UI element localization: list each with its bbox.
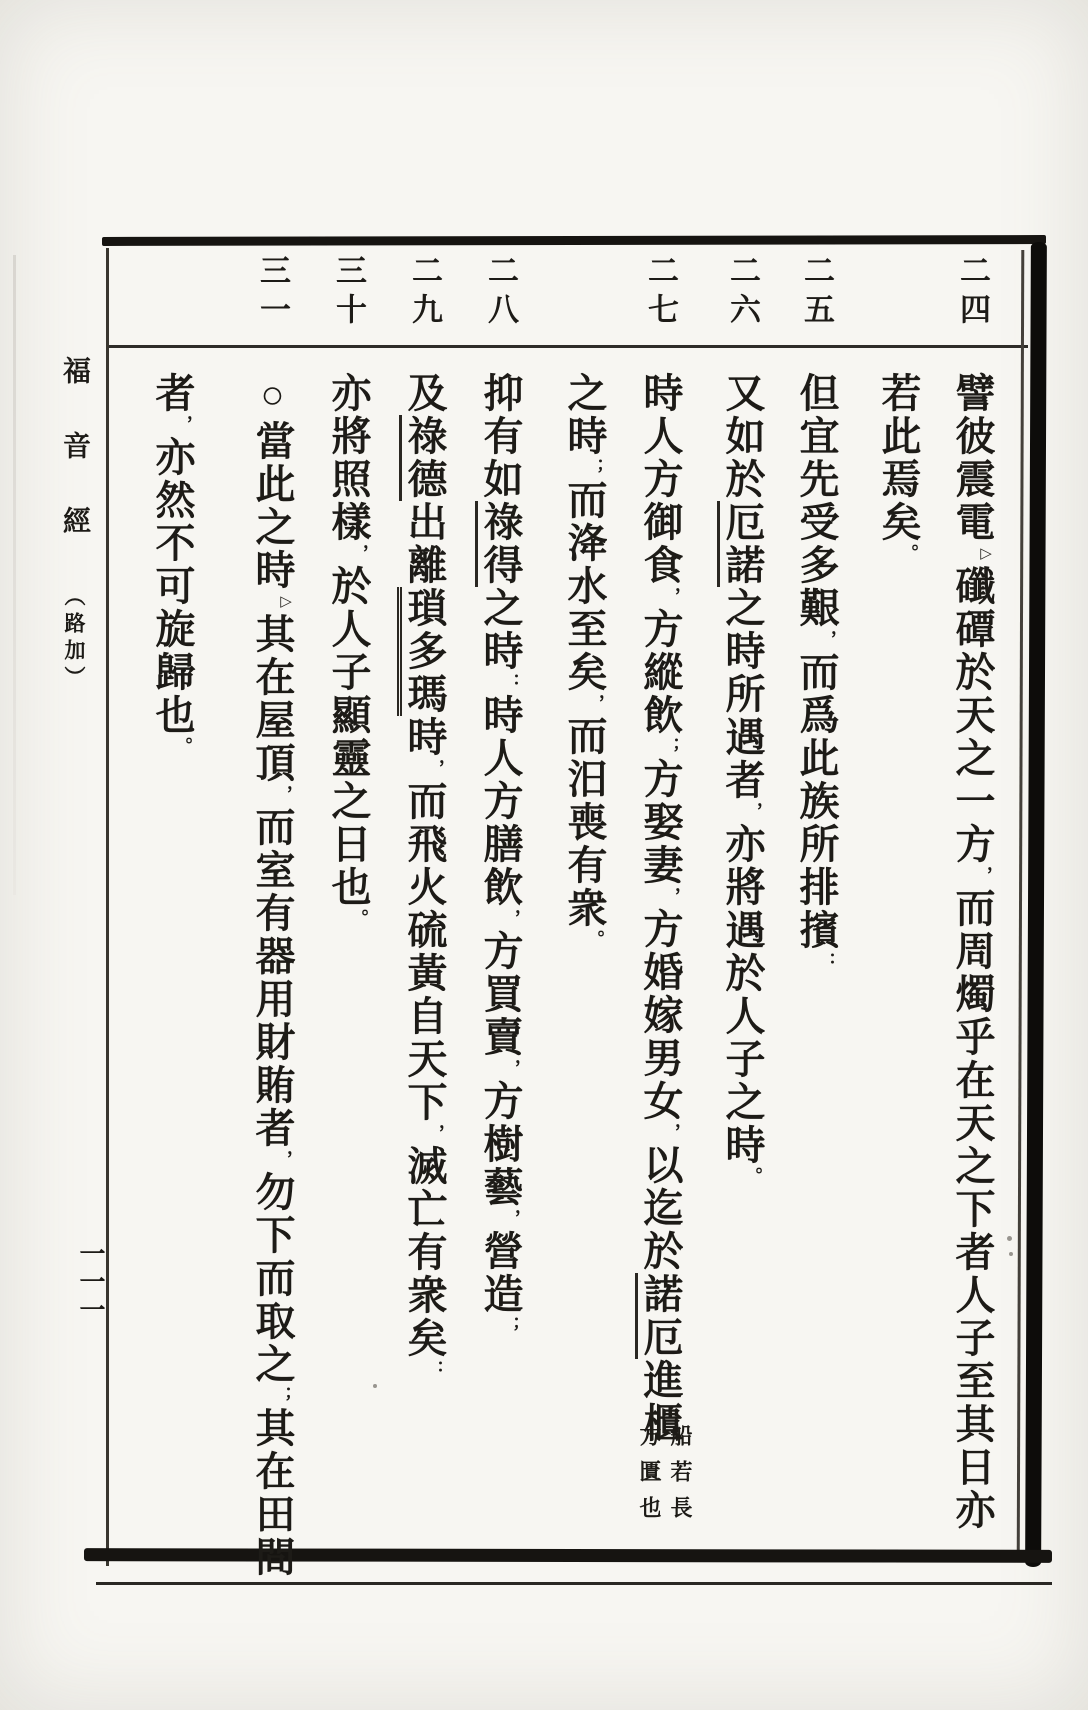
reference-mark-icon: ▷ [277, 592, 293, 613]
annotation-line: 方匱也 [637, 1424, 662, 1532]
punctuation: ： [425, 1360, 445, 1381]
punctuation: 。 [173, 737, 193, 758]
verse-text-column [316, 372, 380, 930]
text-run: 䃸磹於天之一方，而周燭乎在天之下者人子至其日亦 [950, 565, 995, 1532]
verse-text-column [866, 372, 930, 565]
annotation-line: 船若長 [668, 1424, 693, 1532]
verse-text-column [710, 372, 774, 1188]
verse-number: 三一 [255, 254, 290, 332]
punctuation: ， [661, 887, 681, 908]
punctuation: 。 [349, 909, 369, 930]
punctuation: ， [501, 909, 521, 930]
inline-annotation [630, 1424, 696, 1532]
text-run: 者，亦然不可旋歸也。 [150, 372, 195, 758]
punctuation: ， [349, 544, 369, 565]
punctuation: ， [173, 415, 193, 436]
person-name: 厄諾 [717, 501, 765, 587]
punctuation: ， [273, 785, 293, 806]
text-run: 抑有如 [478, 372, 523, 501]
punctuation: ， [661, 1123, 681, 1144]
book-title: 福音經 [59, 356, 90, 581]
right-inner-border-line [1017, 250, 1025, 1562]
text-run: 時人方御食，方縱飲；方娶妻，方婚嫁男女，以迄於 [638, 372, 683, 1273]
verse-number: 二八 [483, 254, 518, 332]
verse-number: 二九 [407, 254, 442, 332]
bottom-inner-border-line [96, 1582, 1052, 1585]
text-run: ○當此之時 [250, 372, 295, 592]
page-number: 一一一 [76, 1240, 105, 1324]
punctuation: ， [817, 630, 837, 651]
verse-text-column [392, 372, 456, 1381]
punctuation: ， [743, 802, 763, 823]
punctuation: ； [501, 1316, 521, 1337]
verse-number: 二四 [955, 254, 990, 332]
punctuation: ， [273, 1150, 293, 1171]
verse-number-separator-rule [107, 345, 1028, 348]
reference-mark-icon: ▷ [977, 544, 993, 565]
top-border-rule [102, 235, 1046, 246]
text-run: 又如於 [720, 372, 765, 501]
text-run: 之時所遇者，亦將遇於人子之時。 [720, 587, 765, 1188]
text-run: 及 [402, 372, 447, 415]
punctuation: ， [425, 759, 445, 780]
ink-speck [1009, 1252, 1013, 1256]
punctuation: ， [585, 694, 605, 715]
verse-text-column [940, 372, 1004, 1532]
ink-speck [373, 1384, 377, 1388]
text-run: 其在屋頂，而室有器用財賄者，勿下而取之；其在田間 [250, 613, 295, 1579]
punctuation: ； [585, 458, 605, 479]
right-outer-border-rule [1025, 242, 1047, 1567]
verse-text-column [240, 372, 304, 1579]
punctuation: ， [501, 1059, 521, 1080]
ink-speck [1007, 1236, 1012, 1241]
punctuation: ， [973, 866, 993, 887]
verse-number: 二七 [643, 254, 678, 332]
punctuation: ， [661, 587, 681, 608]
verse-text-column [140, 372, 204, 758]
place-name: 瑣多瑪 [397, 587, 447, 716]
margin-running-title [56, 356, 92, 693]
text-run: 但宜先受多艱，而爲此族所排擯： [794, 372, 839, 973]
verse-number: 二六 [725, 254, 760, 332]
bottom-border-rule [84, 1548, 1052, 1563]
person-name: 祿德 [399, 415, 447, 501]
punctuation: ： [501, 673, 521, 694]
verse-text-column [628, 372, 692, 1445]
text-run: 亦將照樣，於人子顯靈之日也。 [326, 372, 371, 930]
text-run: 時，而飛火硫黃自天下，滅亡有衆矣： [402, 716, 447, 1381]
verse-text-column [468, 372, 532, 1337]
punctuation: ， [425, 1124, 445, 1145]
text-run: 出離 [402, 501, 447, 587]
text-run: 進櫃 [638, 1359, 683, 1445]
margin-divider-line [106, 248, 109, 1566]
punctuation: 。 [585, 930, 605, 951]
punctuation: ； [273, 1386, 293, 1407]
verse-text-column [552, 372, 616, 951]
text-run: 譬彼震電 [950, 372, 995, 544]
page-edge-shadow [13, 255, 16, 895]
text-run: 若此焉矣。 [876, 372, 921, 565]
person-name: 諾厄 [635, 1273, 683, 1359]
text-run: 之時；而洚水至矣，而汨喪有衆。 [562, 372, 607, 951]
person-name: 祿得 [475, 501, 523, 587]
book-subtitle: （路加） [62, 585, 86, 693]
punctuation: ： [817, 952, 837, 973]
verse-number: 三十 [331, 254, 366, 332]
verse-text-column [784, 372, 848, 973]
punctuation: 。 [899, 544, 919, 565]
text-run: 之時：時人方膳飲，方買賣，方樹藝，營造； [478, 587, 523, 1337]
verse-number: 二五 [799, 254, 834, 332]
punctuation: ， [501, 1209, 521, 1230]
punctuation: 。 [743, 1167, 763, 1188]
punctuation: ； [661, 737, 681, 758]
